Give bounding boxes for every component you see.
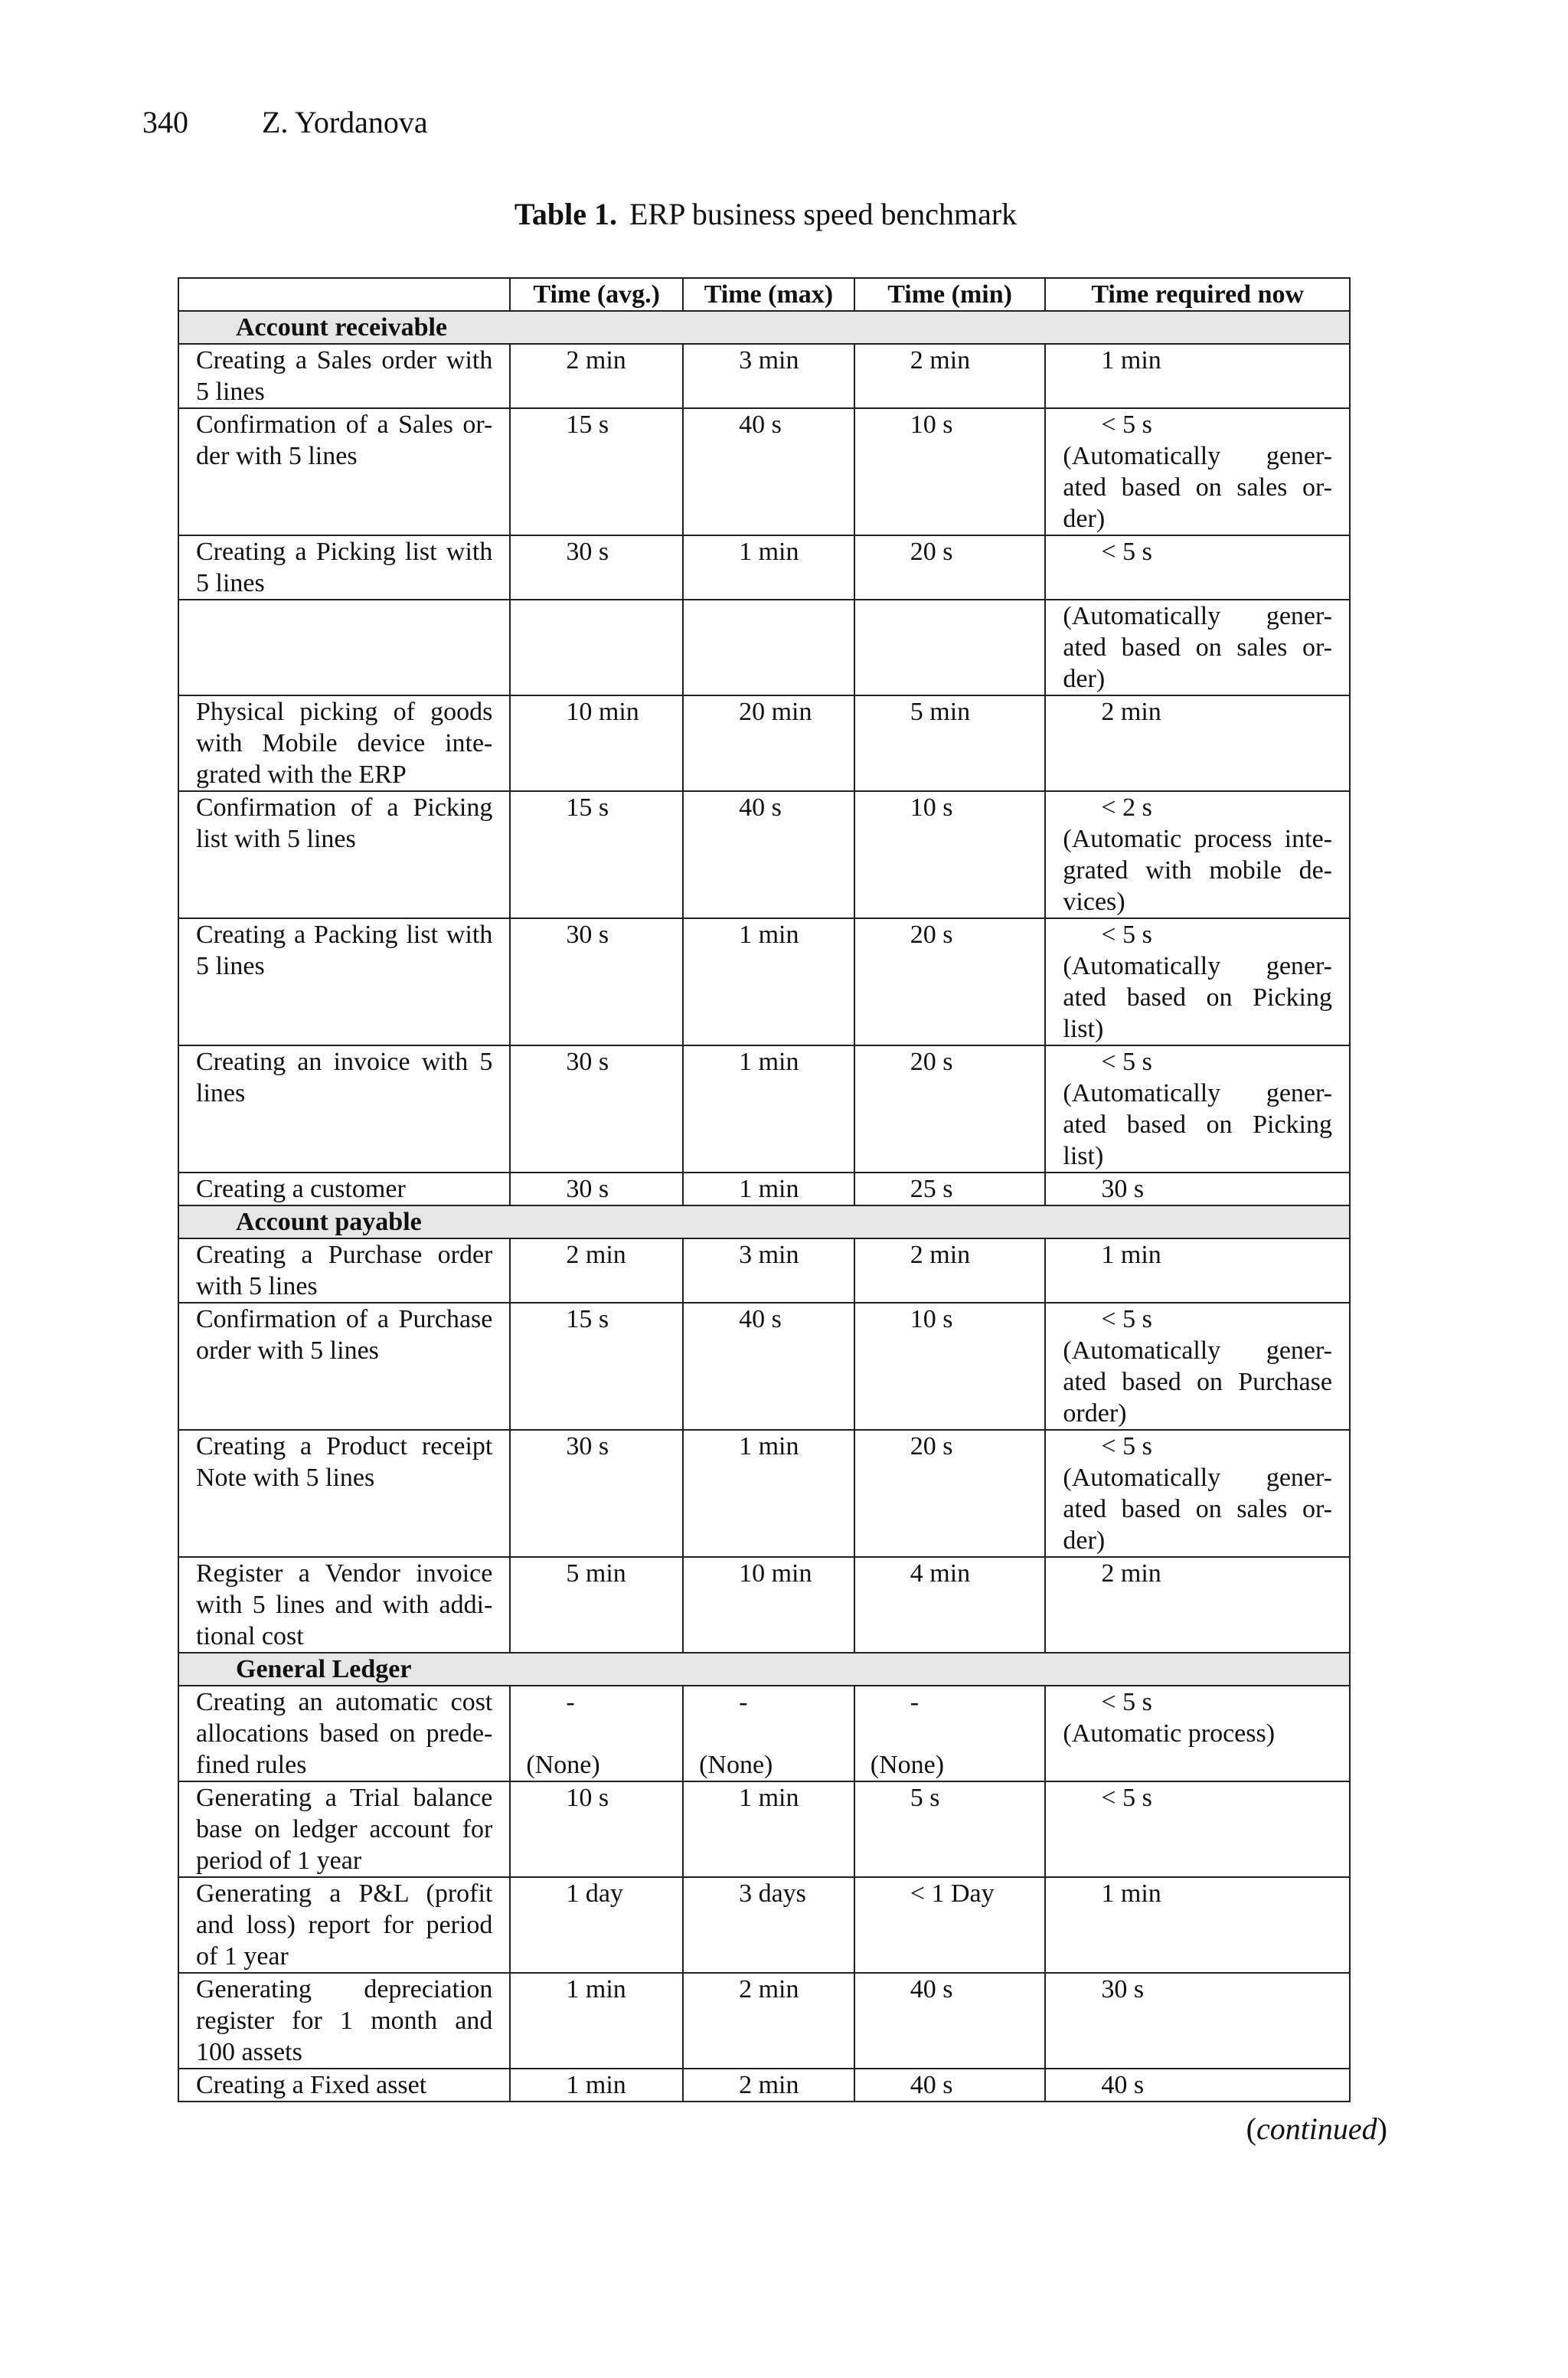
min-value: 10 s	[910, 411, 953, 439]
avg-cell	[510, 1430, 683, 1557]
avg-cell	[510, 695, 683, 791]
max-value: 1 min	[739, 1784, 799, 1812]
required-now-value: 30 s	[1101, 1175, 1145, 1203]
table-row	[178, 1173, 1350, 1205]
avg-value: 30 s	[566, 1175, 609, 1203]
required-now-cell	[1045, 695, 1350, 791]
column-header: Time (avg.)	[510, 278, 683, 311]
max-cell	[683, 1781, 854, 1877]
avg-value: 30 s	[566, 1432, 609, 1460]
min-cell	[854, 1045, 1046, 1173]
activity-cell: Creating a Picking list with 5 lines	[178, 535, 510, 600]
min-cell	[854, 535, 1046, 600]
avg-cell	[510, 600, 683, 695]
max-value: 40 s	[739, 793, 782, 822]
min-cell	[854, 1430, 1046, 1557]
avg-value: 15 s	[566, 793, 609, 822]
section-row	[178, 1205, 1350, 1238]
required-now-note: (Automatic process)	[1063, 1719, 1276, 1748]
required-now-value: < 5 s	[1101, 1432, 1152, 1460]
table-row	[178, 1430, 1350, 1557]
required-now-value: 30 s	[1101, 1975, 1145, 2003]
avg-cell	[510, 1173, 683, 1205]
column-header: Time required now	[1045, 278, 1350, 311]
section-title: Account receivable	[178, 311, 1350, 344]
activity-cell: Physical picking of goods with Mobile device inte-grated with the ERP	[178, 695, 510, 791]
min-cell	[854, 344, 1046, 408]
max-cell	[683, 1238, 854, 1303]
max-cell	[683, 1557, 854, 1653]
avg-value: 10 min	[566, 698, 639, 726]
required-now-value: 1 min	[1101, 1879, 1161, 1908]
section-row	[178, 311, 1350, 344]
table-row	[178, 1045, 1350, 1173]
activity-cell: Creating a Sales order with 5 lines	[178, 344, 510, 408]
max-cell	[683, 1430, 854, 1557]
table-caption	[0, 196, 1531, 232]
required-now-cell	[1045, 1877, 1350, 1973]
table-row	[178, 695, 1350, 791]
min-value: 20 s	[910, 538, 953, 566]
min-cell	[854, 695, 1046, 791]
avg-value: 30 s	[566, 538, 609, 566]
min-cell	[854, 1557, 1046, 1653]
column-header: Time (min)	[854, 278, 1046, 311]
table-row	[178, 1303, 1350, 1430]
required-now-value: < 5 s	[1101, 538, 1152, 566]
avg-cell	[510, 1238, 683, 1303]
min-value: -	[910, 1688, 920, 1716]
max-value: 40 s	[739, 1305, 782, 1333]
avg-value: 5 min	[566, 1559, 626, 1588]
avg-cell	[510, 1045, 683, 1173]
avg-cell	[510, 918, 683, 1045]
required-now-note: (Automatically gener-ated based on Purchase order)	[1063, 1336, 1332, 1428]
min-value: 10 s	[910, 793, 953, 822]
table-row	[178, 1557, 1350, 1653]
required-now-note: (Automatically gener-ated based on Picking list)	[1063, 1079, 1332, 1170]
max-value: 2 min	[739, 2071, 799, 2099]
required-now-value: 40 s	[1101, 2071, 1145, 2099]
max-cell	[683, 695, 854, 791]
header-row	[178, 278, 1350, 311]
activity-cell: Creating a customer	[178, 1173, 510, 1205]
required-now-cell	[1045, 600, 1350, 695]
section-title: Account payable	[178, 1205, 1350, 1238]
column-header	[178, 278, 510, 311]
activity-cell	[178, 600, 510, 695]
table-row	[178, 2069, 1350, 2102]
min-cell	[854, 600, 1046, 695]
min-value: 20 s	[910, 921, 953, 949]
max-value: 1 min	[739, 538, 799, 566]
activity-cell: Generating depreciation register for 1 month and 100 assets	[178, 1973, 510, 2069]
max-cell	[683, 791, 854, 918]
max-none-label: (None)	[699, 1751, 773, 1779]
max-cell	[683, 600, 854, 695]
required-now-value: 2 min	[1101, 1559, 1161, 1588]
activity-cell: Confirmation of a Purchase order with 5 lines	[178, 1303, 510, 1430]
required-now-cell	[1045, 1686, 1350, 1781]
page-number: 340	[142, 105, 188, 139]
required-now-cell	[1045, 408, 1350, 535]
benchmark-table	[178, 277, 1351, 2102]
avg-value: 15 s	[566, 1305, 609, 1333]
max-value: 2 min	[739, 1975, 799, 2003]
min-value: 2 min	[910, 346, 971, 375]
min-cell	[854, 791, 1046, 918]
required-now-note: (Automatically gener-ated based on sales or-der)	[1063, 442, 1332, 533]
column-header: Time (max)	[683, 278, 854, 311]
avg-cell	[510, 408, 683, 535]
avg-cell	[510, 2069, 683, 2102]
min-value: 5 min	[910, 698, 971, 726]
max-cell	[683, 1877, 854, 1973]
min-value: < 1 Day	[910, 1879, 995, 1908]
min-none-label: (None)	[870, 1751, 945, 1779]
min-value: 20 s	[910, 1432, 953, 1460]
min-cell	[854, 1303, 1046, 1430]
max-value: 3 min	[739, 1241, 799, 1269]
min-value: 10 s	[910, 1305, 953, 1333]
activity-cell: Generating a Trial balance base on ledger account for period of 1 year	[178, 1781, 510, 1877]
required-now-cell	[1045, 918, 1350, 1045]
required-now-value: < 5 s	[1101, 921, 1152, 949]
table-title: ERP business speed benchmark	[629, 197, 1018, 231]
avg-value: 2 min	[566, 346, 626, 375]
min-cell	[854, 1973, 1046, 2069]
avg-cell	[510, 1877, 683, 1973]
running-head	[142, 104, 428, 140]
avg-value: 1 min	[566, 1975, 626, 2003]
avg-cell	[510, 344, 683, 408]
required-now-cell	[1045, 1173, 1350, 1205]
avg-value: 10 s	[566, 1784, 609, 1812]
table-row	[178, 1877, 1350, 1973]
required-now-value: 1 min	[1101, 1241, 1161, 1269]
max-cell	[683, 918, 854, 1045]
activity-cell: Creating a Product receipt Note with 5 lines	[178, 1430, 510, 1557]
avg-cell	[510, 1686, 683, 1781]
max-value: 1 min	[739, 1048, 799, 1076]
max-value: 3 days	[739, 1879, 806, 1908]
table-row	[178, 1973, 1350, 2069]
table-row	[178, 408, 1350, 535]
required-now-value: < 5 s	[1101, 1305, 1152, 1333]
activity-cell: Creating an automatic cost allocations based on prede-fined rules	[178, 1686, 510, 1781]
required-now-note: (Automatically gener-ated based on sales or-der)	[1063, 602, 1332, 693]
required-now-cell	[1045, 344, 1350, 408]
table-row	[178, 344, 1350, 408]
required-now-cell	[1045, 535, 1350, 600]
table-row	[178, 600, 1350, 695]
avg-value: 30 s	[566, 921, 609, 949]
avg-value: 1 day	[566, 1879, 623, 1908]
activity-cell: Confirmation of a Picking list with 5 lines	[178, 791, 510, 918]
min-value: 2 min	[910, 1241, 971, 1269]
table-label: Table 1.	[514, 197, 617, 231]
continued-text: continued	[1256, 2111, 1377, 2146]
min-cell	[854, 1173, 1046, 1205]
max-value: 1 min	[739, 1432, 799, 1460]
min-cell	[854, 1877, 1046, 1973]
min-value: 40 s	[910, 2071, 953, 2099]
table-body	[178, 311, 1350, 2102]
min-value: 25 s	[910, 1175, 953, 1203]
max-value: 20 min	[739, 698, 812, 726]
table-row	[178, 918, 1350, 1045]
avg-cell	[510, 1303, 683, 1430]
max-value: 3 min	[739, 346, 799, 375]
required-now-cell	[1045, 1303, 1350, 1430]
table-row	[178, 791, 1350, 918]
required-now-note: (Automatic process inte-grated with mobile de-vices)	[1063, 825, 1332, 916]
min-value: 5 s	[910, 1784, 940, 1812]
max-cell	[683, 1303, 854, 1430]
max-cell	[683, 1973, 854, 2069]
avg-value: 1 min	[566, 2071, 626, 2099]
required-now-cell	[1045, 1781, 1350, 1877]
max-cell	[683, 535, 854, 600]
activity-cell: Creating a Purchase order with 5 lines	[178, 1238, 510, 1303]
required-now-cell	[1045, 1973, 1350, 2069]
min-value: 20 s	[910, 1048, 953, 1076]
author-name: Z. Yordanova	[262, 105, 428, 139]
min-cell	[854, 918, 1046, 1045]
min-value: 4 min	[910, 1559, 971, 1588]
max-value: 40 s	[739, 411, 782, 439]
min-cell	[854, 408, 1046, 535]
continued-note: (continued)	[1246, 2111, 1387, 2146]
min-cell	[854, 1686, 1046, 1781]
table-row	[178, 1238, 1350, 1303]
max-cell	[683, 408, 854, 535]
max-value: -	[739, 1688, 748, 1716]
required-now-note: (Automatically gener-ated based on Picking list)	[1063, 952, 1332, 1043]
required-now-value: 2 min	[1101, 698, 1161, 726]
max-value: 10 min	[739, 1559, 812, 1588]
avg-cell	[510, 1781, 683, 1877]
max-cell	[683, 344, 854, 408]
avg-none-label: (None)	[526, 1751, 600, 1779]
activity-cell: Confirmation of a Sales or-der with 5 lines	[178, 408, 510, 535]
avg-cell	[510, 1557, 683, 1653]
min-value: 40 s	[910, 1975, 953, 2003]
activity-cell: Creating an invoice with 5 lines	[178, 1045, 510, 1173]
required-now-cell	[1045, 1045, 1350, 1173]
activity-cell: Creating a Packing list with 5 lines	[178, 918, 510, 1045]
avg-cell	[510, 791, 683, 918]
min-cell	[854, 1238, 1046, 1303]
required-now-cell	[1045, 791, 1350, 918]
avg-cell	[510, 535, 683, 600]
activity-cell: Register a Vendor invoice with 5 lines and with addi-tional cost	[178, 1557, 510, 1653]
required-now-cell	[1045, 1557, 1350, 1653]
min-cell	[854, 1781, 1046, 1877]
min-cell	[854, 2069, 1046, 2102]
required-now-value: < 5 s	[1101, 1784, 1152, 1812]
max-value: 1 min	[739, 1175, 799, 1203]
avg-cell	[510, 1973, 683, 2069]
required-now-value: < 5 s	[1101, 1688, 1152, 1716]
max-cell	[683, 1173, 854, 1205]
table-row	[178, 1686, 1350, 1781]
max-value: 1 min	[739, 921, 799, 949]
required-now-cell	[1045, 1238, 1350, 1303]
section-title: General Ledger	[178, 1653, 1350, 1686]
avg-value: 2 min	[566, 1241, 626, 1269]
required-now-value: < 5 s	[1101, 411, 1152, 439]
table-row	[178, 1781, 1350, 1877]
max-cell	[683, 1686, 854, 1781]
required-now-note: (Automatically gener-ated based on sales or-der)	[1063, 1464, 1332, 1555]
required-now-value: 1 min	[1101, 346, 1161, 375]
activity-cell: Creating a Fixed asset	[178, 2069, 510, 2102]
avg-value: 15 s	[566, 411, 609, 439]
section-row	[178, 1653, 1350, 1686]
table-row	[178, 535, 1350, 600]
required-now-value: < 5 s	[1101, 1048, 1152, 1076]
max-cell	[683, 1045, 854, 1173]
required-now-cell	[1045, 2069, 1350, 2102]
activity-cell: Generating a P&L (profit and loss) report for period of 1 year	[178, 1877, 510, 1973]
required-now-value: < 2 s	[1101, 793, 1152, 822]
required-now-cell	[1045, 1430, 1350, 1557]
max-cell	[683, 2069, 854, 2102]
avg-value: -	[566, 1688, 575, 1716]
avg-value: 30 s	[566, 1048, 609, 1076]
